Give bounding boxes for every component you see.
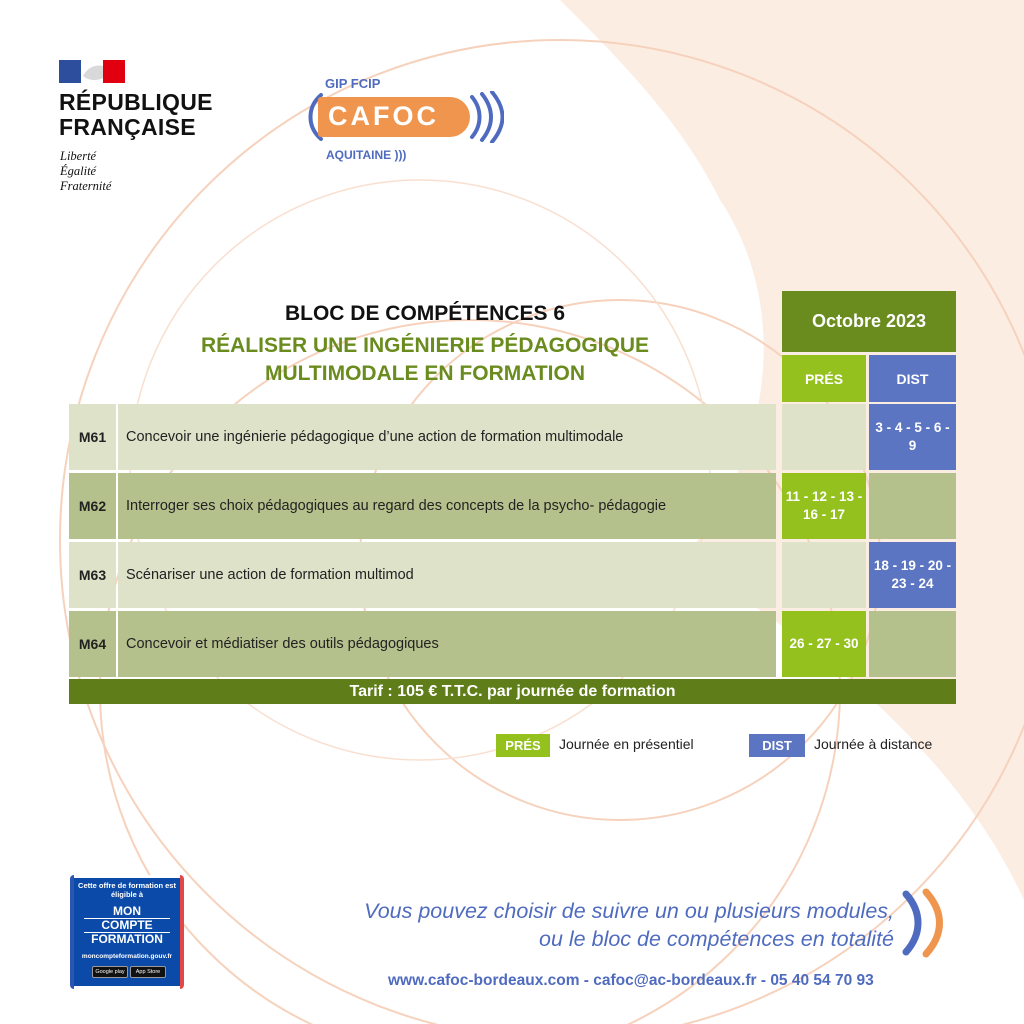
cafoc-gip-label: GIP FCIP [325,76,381,91]
footer-message-line1: Vous pouvez choisir de suivre un ou plusieurs modules, [364,899,894,923]
republique-motto [60,149,111,194]
mon-compte-formation-badge [70,875,184,989]
legend-dist-badge: DIST [749,734,805,757]
mcf-brand-name [84,905,170,946]
module-pres-dates: 26 - 27 - 30 [782,611,866,677]
module-title: Scénariser une action de formation multimod [118,542,776,608]
module-pres-dates: 11 - 12 - 13 - 16 - 17 [782,473,866,539]
bloc-subtitle-line2: MULTIMODALE EN FORMATION [264,362,585,385]
marianne-logo-icon [59,60,125,83]
legend-pres-text: Journée en présentiel [559,736,694,752]
legend-pres-badge: PRÉS [496,734,550,757]
mcf-url: moncompteformation.gouv.fr [81,953,173,960]
motto-fraternite: Fraternité [60,179,112,193]
bloc-title: BLOC DE COMPÉTENCES 6 [284,302,566,325]
module-dist-dates: 3 - 4 - 5 - 6 - 9 [869,404,956,470]
module-code: M63 [69,542,116,608]
module-dist-dates [869,473,956,539]
brand-waves-icon [898,888,954,958]
tarif-bar: Tarif : 105 € T.T.C. par journée de formation [69,679,956,704]
mcf-brand-line2: COMPTE [84,918,170,933]
module-pres-dates [782,542,866,608]
legend-dist-text: Journée à distance [814,736,933,752]
module-pres-dates [782,404,866,470]
footer-message-line2: ou le bloc de compétences en totalité [539,927,894,951]
module-code: M64 [69,611,116,677]
month-header: Octobre 2023 [782,291,956,352]
cafoc-signal-waves-icon [468,91,504,143]
module-code: M62 [69,473,116,539]
mcf-eligibility-text: Cette offre de formation est éligible à [78,881,176,899]
module-title: Concevoir et médiatiser des outils pédagogiques [118,611,776,677]
module-dist-dates [869,611,956,677]
dist-column-header: DIST [869,355,956,402]
cafoc-logo-name: CAFOC [328,101,439,131]
footer-message [364,897,894,953]
republique-francaise-title [59,90,213,140]
app-store-badge: App Store [130,966,166,978]
google-play-badge: Google play [92,966,128,978]
cafoc-aquitaine-label: AQUITAINE ))) [326,148,407,162]
module-dist-dates: 18 - 19 - 20 - 23 - 24 [869,542,956,608]
mcf-brand-line3: FORMATION [91,932,163,946]
republique-line2: FRANÇAISE [59,114,196,140]
republique-line1: RÉPUBLIQUE [59,89,213,115]
module-title: Concevoir une ingénierie pédagogique d’une action de formation multimodale [118,404,776,470]
module-title: Interroger ses choix pédagogiques au regard des concepts de la psycho- pédagogie [118,473,776,539]
motto-liberte: Liberté [60,149,97,163]
bloc-subtitle [70,332,780,388]
motto-egalite: Égalité [60,164,97,178]
module-code: M61 [69,404,116,470]
bloc-subtitle-line1: RÉALISER UNE INGÉNIERIE PÉDAGOGIQUE [200,334,650,357]
footer-contact: www.cafoc-bordeaux.com - cafoc@ac-bordeaux.fr - 05 40 54 70 93 [388,972,874,989]
pres-column-header: PRÉS [782,355,866,402]
mcf-brand-line1: MON [113,904,141,918]
